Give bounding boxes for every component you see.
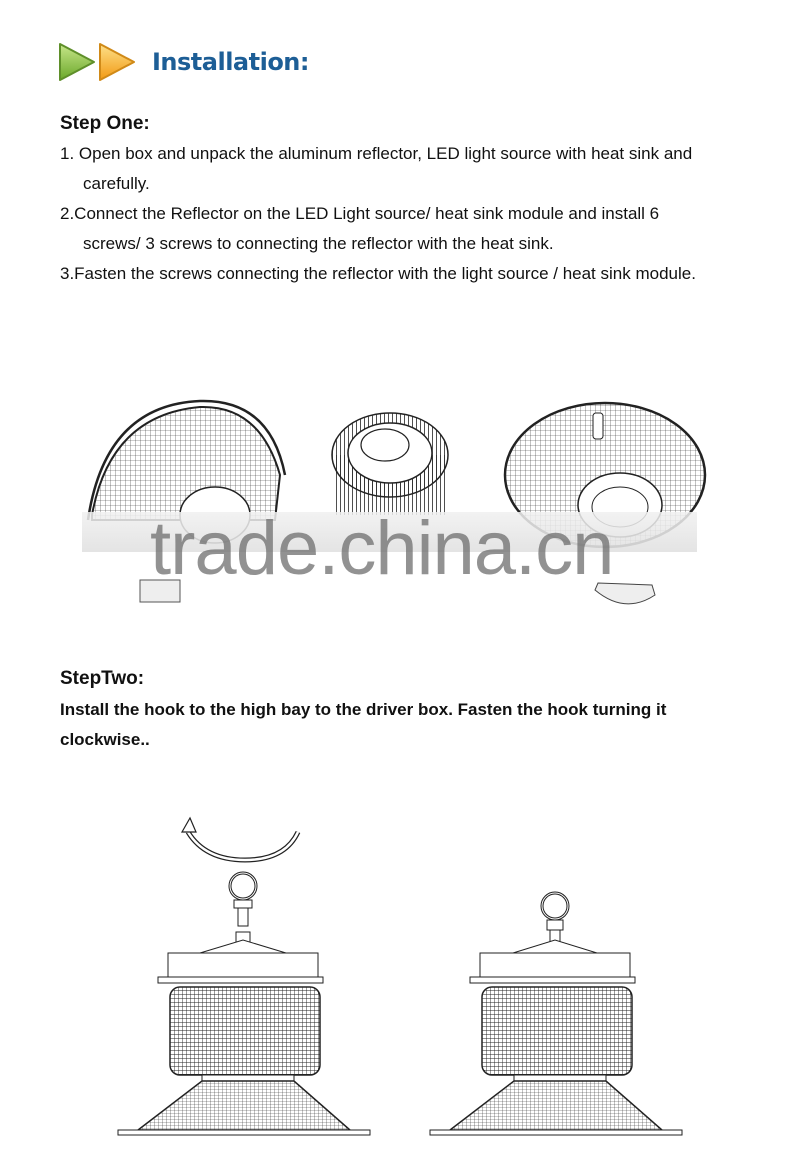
instruction-line: 1. Open box and unpack the aluminum reflector, LED light source with heat sink and [60, 144, 693, 163]
instruction-line: Install the hook to the high bay to the driver box. Fasten the hook turning it [60, 700, 667, 719]
play-arrows-icon [56, 41, 138, 83]
instruction-line: carefully. [83, 174, 150, 193]
instruction-line: 3.Fasten the screws connecting the reflector with the light source / heat sink module. [60, 264, 696, 283]
instruction-line: 2.Connect the Reflector on the LED Light source/ heat sink module and install 6 [60, 204, 660, 223]
instruction-line: clockwise.. [60, 730, 150, 749]
high-bay-lamp-hook-installed [430, 893, 682, 1135]
section-header [56, 38, 309, 86]
instruction-line: screws/ 3 screws to connecting the reflector with the heat sink. [83, 234, 554, 253]
step-two-instructions [60, 695, 666, 755]
step-one-instructions [60, 139, 696, 289]
high-bay-lamp-hook-detached [118, 873, 370, 1135]
step-two-title: StepTwo: [60, 668, 145, 689]
watermark-text: trade.china.cn [150, 506, 614, 591]
step-two-figure [110, 810, 710, 1150]
page-title: Installation: [152, 48, 309, 76]
clockwise-rotation-arrow-icon [182, 818, 298, 860]
heat-sink-drawing [332, 413, 448, 515]
step-one-title: Step One: [60, 113, 150, 134]
